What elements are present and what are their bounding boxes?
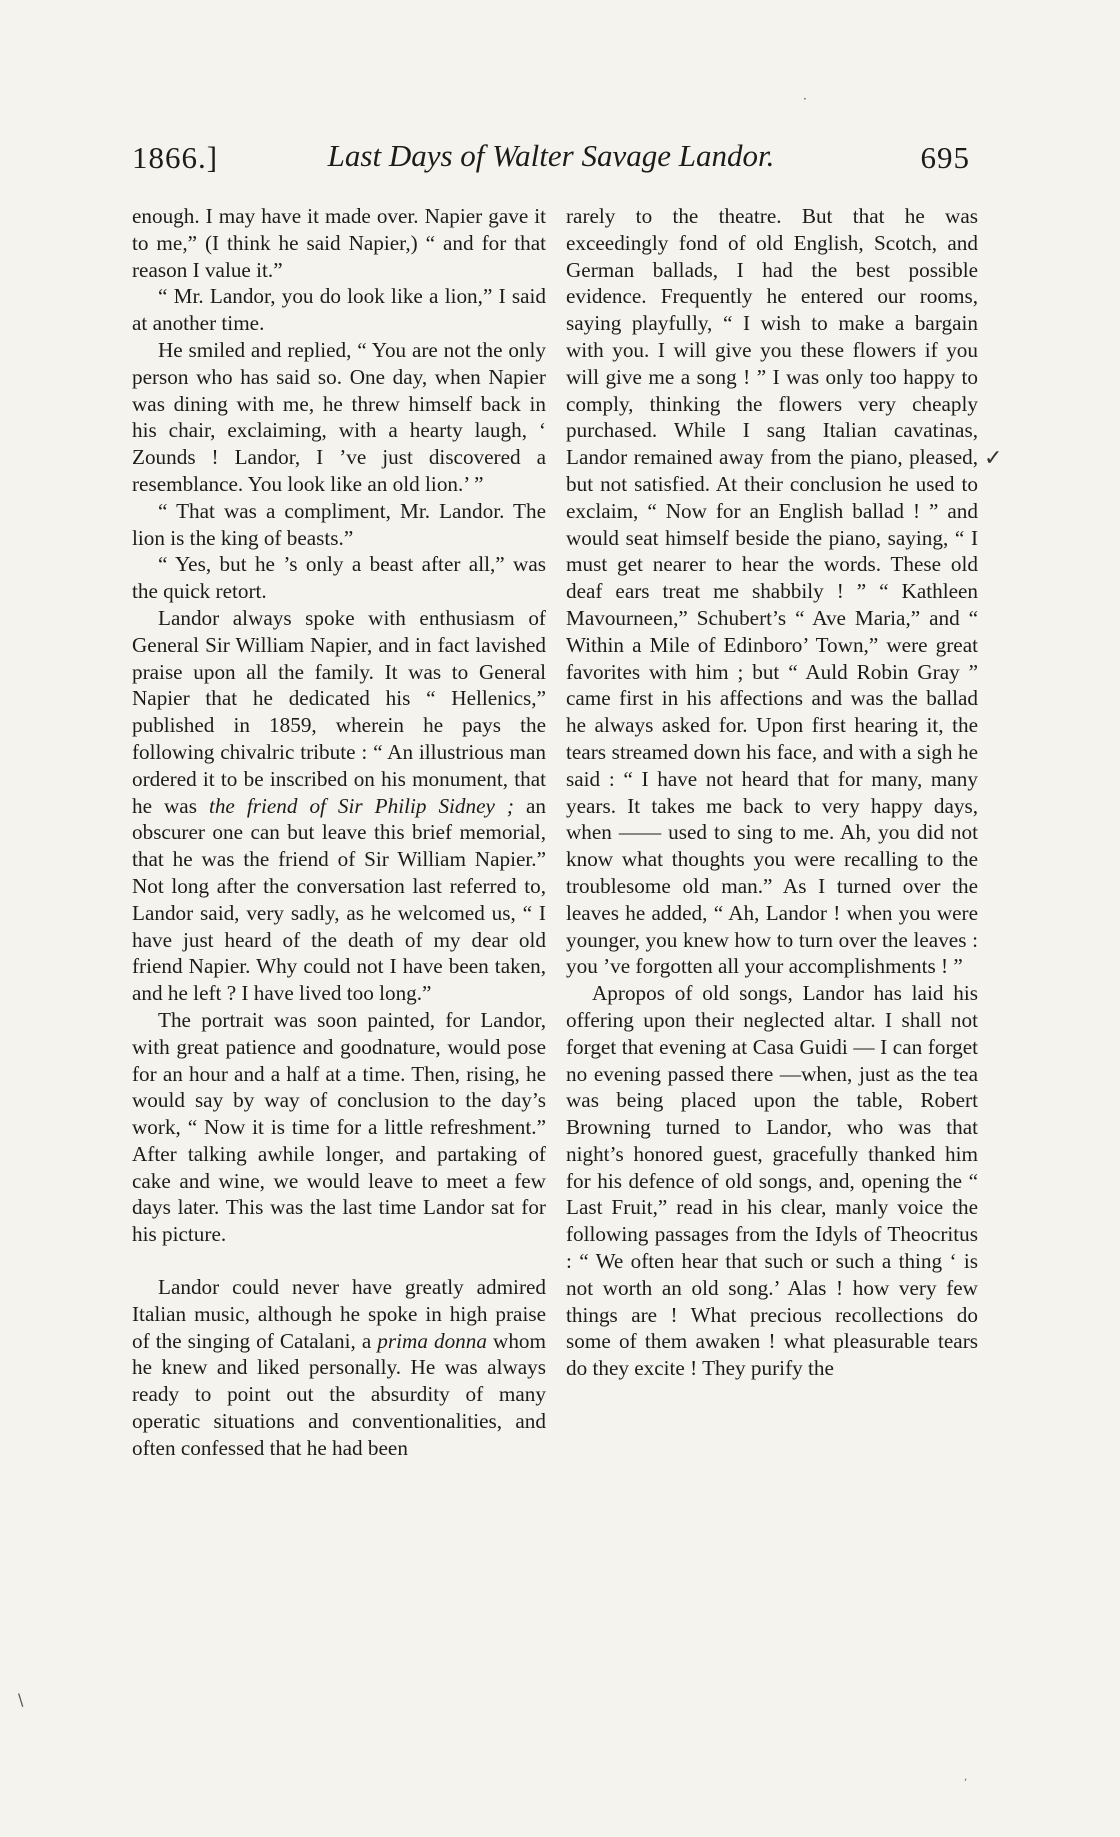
paragraph: The portrait was soon painted, for Landor, with great patience and goodnature, would pose for an hour and a half at a time. Then, rising, he would say by way of conclusion to the day’s work, “ Now it is time for a little refreshment.” After talking awhile longer, and partaking of cake and wine, we would leave to meet a few days later. This was the last time Landor sat for his picture. xyxy=(132,1007,546,1247)
text-run: an obscurer one can but leave this brief memorial, that he was the friend of Sir William Napier.” Not long after the conversation last referred to, Landor said, very sadly, as he welcomed us, “ I have just heard of the death of my dear old friend Napier. Why could not I have been taken, and he left ? I have lived too long.” xyxy=(132,793,546,1006)
paragraph: enough. I may have it made over. Napier gave it to me,” (I think he said Napier,) “ and for that reason I value it.” xyxy=(132,204,546,282)
paragraph: “ That was a compliment, Mr. Landor. The lion is the king of beasts.” xyxy=(132,498,546,550)
page-number: 695 xyxy=(920,140,970,175)
paragraph: Apropos of old songs, Landor has laid his offering upon their neglected altar. I shall not forget that evening at Casa Guidi — I can forget no evening passed there —when, just as the tea was being placed upon the table, Robert Browning turned to Landor, who was that night’s honored guest, gracefully thanked him for his defence of old songs, and, opening the “ Last Fruit,” read in his clear, manly voice the following passages from the Idyls of Theocritus : “ We often hear that such or such a thing ‘ is not worth an old song.’ Alas ! how very few things are ! What precious recollections do some of them awaken ! what pleasurable tears do they excite ! They purify the xyxy=(566,981,978,1381)
paragraph: “ Yes, but he ’s only a beast after all,” was the quick retort. xyxy=(132,552,546,604)
header-year: 1866.] xyxy=(132,140,219,175)
text-run: Landor always spoke with enthusiasm of General Sir William Napier, and in fact lavished praise upon all the family. It was to General Napier that he dedicated his “ Hellenics,” published in 1859, wherein he pays the following chivalric tribute : “ An illustrious man ordered it to be inscribed on his monument, that he was xyxy=(132,605,546,818)
header-title: Last Days of Walter Savage Landor. xyxy=(327,138,775,173)
right-column xyxy=(566,203,978,1382)
left-column xyxy=(132,203,546,1462)
text-run: whom he knew and liked personally. He was always ready to point out the absurdity of many operatic situations and conventionalities, and often confessed that he had been xyxy=(132,1328,547,1460)
italic-text-run: the friend of Sir Philip Sidney ; xyxy=(208,793,514,818)
text-run: Landor could never have greatly admired Italian music, although he spoke in high praise of the singing of Catalani, a xyxy=(132,1275,546,1353)
margin-dot-mark: · xyxy=(803,92,807,106)
margin-comma-mark: , xyxy=(964,1772,968,1783)
paragraph xyxy=(132,605,546,1007)
running-header xyxy=(132,132,970,178)
paragraph: He smiled and replied, “ You are not the only person who has said so. One day, when Napier was dining with me, he threw himself back in his chair, exclaiming, with a hearty laugh, ‘ Zounds ! Landor, I ’ve just discovered a resemblance. You look like an old lion.’ ” xyxy=(132,337,546,496)
paragraph: “ Mr. Landor, you do look like a lion,” I said at another time. xyxy=(132,284,546,336)
margin-check-mark: ✓ xyxy=(984,446,1003,471)
margin-backslash-mark: \ xyxy=(18,1690,24,1709)
paragraph xyxy=(132,1274,546,1462)
paragraph: rarely to the theatre. But that he was exceedingly fond of old English, Scotch, and German ballads, I had the best possible evidence. Frequently he entered our rooms, saying playfully, “ I wish to make a bargain with you. I will give you these flowers if you will give me a song ! ” I was only too happy to comply, thinking the flowers very cheaply purchased. While I sang Italian cavatinas, Landor remained away from the piano, pleased, but not satisfied. At their conclusion he used to exclaim, “ Now for an English ballad ! ” and would seat himself beside the piano, saying, “ I must get nearer to hear the words. These old deaf ears treat me shabbily ! ” “ Kathleen Mavourneen,” Schubert’s “ Ave Maria,” and “ Within a Mile of Edinboro’ Town,” were great favorites with him ; but “ Auld Robin Gray ” came first in his affections and was the ballad he always asked for. Upon first hearing it, the tears streamed down his face, and with a sigh he said : “ I have not heard that for many, many years. It takes me back to very happy days, when —— used to sing to me. Ah, you did not know what thoughts you were recalling to the troublesome old man.” As I turned over the leaves he added, “ Ah, Landor ! when you were younger, you knew how to turn over the leaves : you ’ve forgotten all your accomplishments ! ” xyxy=(566,204,978,979)
italic-text-run: prima donna xyxy=(377,1328,487,1353)
